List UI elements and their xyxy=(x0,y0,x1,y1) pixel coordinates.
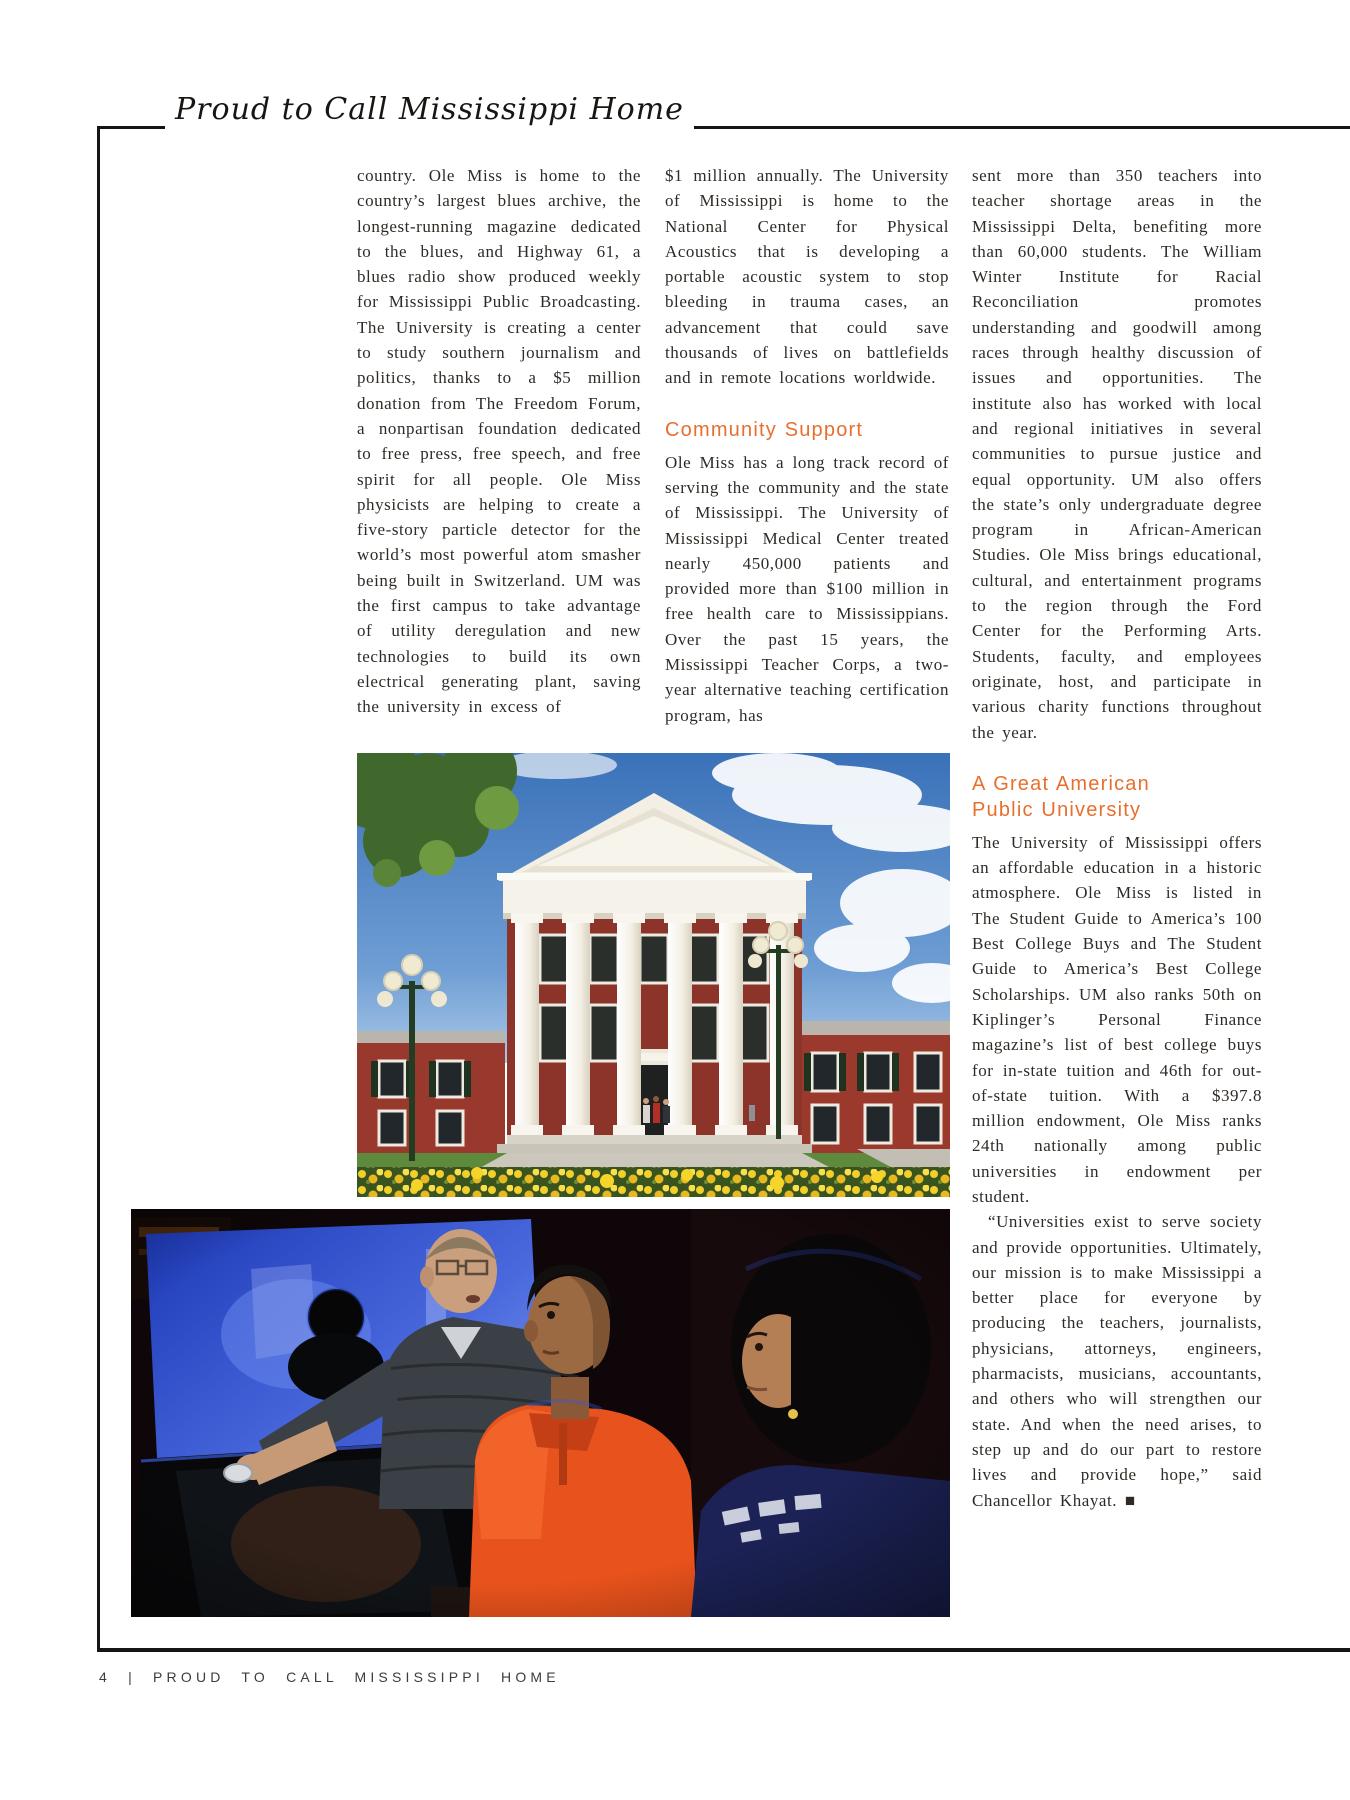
heading-line-1: A Great American xyxy=(972,772,1150,795)
article-column-3 xyxy=(972,163,1262,1513)
paragraph: The University of Mississippi offers an affordable education in a historic atmosphere. Ole Miss is listed in The Student Guide to America’s 100 Best College Buys and The Student Guide to America’s Best College Scholarships. UM also ranks 50th on Kiplinger’s Personal Finance magazine’s list of best college buys for in-state tuition and 46th for out-of-state tuition. With a $397.8 million endowment, Ole Miss ranks 24th nationally among public universities in endowment per student. xyxy=(972,832,1262,1206)
page-header xyxy=(97,88,1350,132)
header-rule-left xyxy=(97,126,165,129)
script-title: Proud to Call Mississippi Home xyxy=(175,92,684,127)
frame-rule-left xyxy=(97,129,100,1652)
paragraph: sent more than 350 teachers into teacher shortage areas in the Mississippi Delta, benefiting more than 60,000 students. The William Winter Institute for Racial Reconciliation promotes understanding and goodwill among races through healthy discussion of issues and opportunities. The institute also has worked with local and regional initiatives in several communities to pursue justice and equal opportunity. UM also offers the state’s only undergraduate degree program in African-American Studies. Ole Miss brings educational, cultural, and entertainment programs to the region through the Ford Center for the Performing Arts. Students, faculty, and employees originate, host, and participate in various charity functions throughout the year. xyxy=(972,166,1262,742)
paragraph: country. Ole Miss is home to the country’s largest blues archive, the longest-running magazine dedicated to the blues, and Highway 61, a blues radio show produced weekly for Mississippi Public Broadcasting. The University is creating a center to study southern journalism and politics, thanks to a $5 million donation from The Freedom Forum, a nonpartisan foundation dedicated to free press, free speech, and free spirit for all people. Ole Miss physicists are helping to create a five-story particle detector for the world’s most powerful atom smasher being built in Switzerland. UM was the first campus to take advantage of utility deregulation and new technologies to build its own electrical generating plant, saving the university in excess of xyxy=(357,166,641,717)
paragraph-quote: “Universities exist to serve society and provide opportunities. Ultimately, our mission is to make Mississippi a better place for everyone by producing the teachers, journalists, physicians, attorneys, engineers, pharmacists, musicians, accountants, and others who will strengthen our state. And when the need arises, to step up and do our part to restore lives and provide hope,” said Chancellor Khayat. ■ xyxy=(972,1212,1262,1510)
heading-line-2: Public University xyxy=(972,798,1142,821)
paragraph: Ole Miss has a long track record of serving the community and the state of Mississippi. The University of Mississippi Medical Center treated nearly 450,000 patients and provided more than $100 million in free health care to Mississippians. Over the past 15 years, the Mississippi Teacher Corps, a two-year alternative teaching certification program, has xyxy=(665,452,949,725)
header-rule-right xyxy=(694,126,1350,129)
section-heading-great-american-public-university xyxy=(972,771,1262,823)
article-column-1 xyxy=(357,163,641,720)
page-footer: 4 | PROUD TO CALL MISSISSIPPI HOME xyxy=(99,1669,560,1685)
frame-rule-bottom xyxy=(97,1648,1350,1652)
paragraph: $1 million annually. The University of Mississippi is home to the National Center for Physical Acoustics that is developing a portable acoustic system to stop bleeding in trauma cases, an advancement that could save thousands of lives on battlefields and in remote locations worldwide. xyxy=(665,166,949,388)
lab-photo xyxy=(131,1209,950,1617)
campus-photo xyxy=(357,753,950,1197)
article-column-2 xyxy=(665,163,949,728)
section-heading-community-support: Community Support xyxy=(665,418,864,441)
